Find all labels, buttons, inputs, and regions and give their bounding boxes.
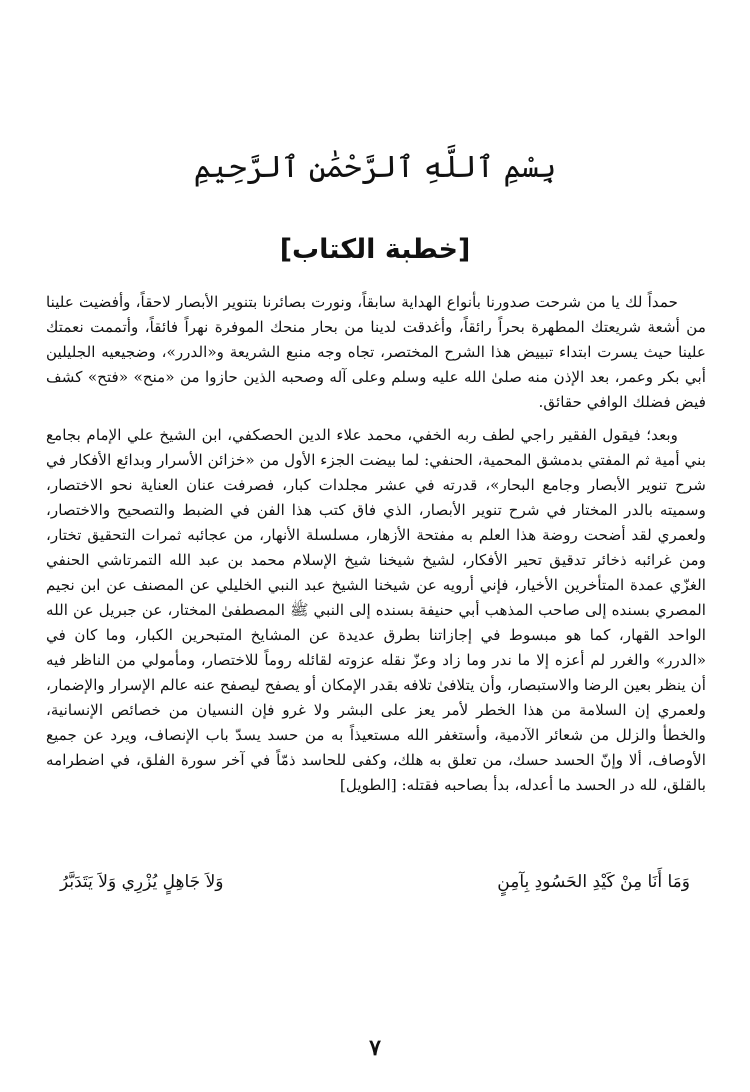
section-heading: [خطبة الكتاب] [279,234,471,265]
poem-verse [60,872,690,892]
page-number: ٧ [369,1035,381,1061]
basmala: بِسْمِ ٱللَّهِ ٱلرَّحْمَٰنِ ٱلرَّحِيمِ [193,150,557,185]
paragraph: حمداً لك يا من شرحت صدورنا بأنواع الهداية سابقاً، ونورت بصائرنا بتنوير الأبصار لاحقاً، وأفضيت علينا من أشعة شريعتك المطهرة بحراً رائقاً، وأغدقت لدينا من بحار منحك الموفرة نهراً فائقاً، وأتممت نعمتك علينا حيث يسرت ابتداء تبييض هذا الشرح المختصر، تجاه وجه منبع الشريعة و«الدرر»، وضجيعيه الجليلين أبي بكر وعمر، بعد الإذن منه صلىٰ الله عليه وسلم وعلى آله وصحبه الذين حازوا من «منح» «فتح» كشف فيض فضلك الوافي حقائق. [46,293,706,411]
paragraph: وبعد؛ فيقول الفقير راجي لطف ربه الخفي، محمد علاء الدين الحصكفي، ابن الشيخ علي الإمام بجامع بني أمية ثم المفتي بدمشق المحمية، الحنفي: لما بيضت الجزء الأول من «خزائن الأسرار وبدائع الأفكار في شرح تنوير الأبصار وجامع البحار»، قدرته في عشر مجلدات كبار، فصرفت عنان العناية نحو الاختصار، وسميته بالدر المختار في شرح تنوير الأبصار، الذي فاق كتب هذا الفن في الضبط والتصحيح والاختصار، ولعمري لقد أضحت روضة هذا العلم به مفتحة الأزهار، مسلسلة الأنهار، من عجائبه ثمرات التحقيق تختار، ومن غرائبه ذخائر تدقيق تحير الأفكار، لشيخ شيخنا شيخ الإسلام محمد بن عبد الله التمرتاشي الحنفي الغزّي عمدة المتأخرين الأخيار، فإني أرويه عن شيخنا الشيخ عبد النبي الخليلي عن المصنف عن ابن نجيم المصري بسنده إلى صاحب المذهب أبي حنيفة بسنده إلى النبي ﷺ المصطفىٰ المختار، عن جبريل عن الله الواحد القهار، كما هو مبسوط في إجازاتنا بطرق عديدة عن المشايخ المتبحرين الكبار، وما كان في «الدرر» والغرر لم أعزه إلا ما ندر وما زاد وعزّ نقله عزوته لقائله روماً للاختصار، ومأمولي من الناظر فيه أن ينظر بعين الرضا والاستبصار، وأن يتلافىٰ تلافه بقدر الإمكان أو يصفح ليصفح عنه عالم الإسرار والإضمار، ولعمري إن السلامة من هذا الخطر لأمر يعز على البشر ولا غرو فإن النسيان من خصائص الإنسانية، والخطأ والزلل من شعائر الآدمية، وأستغفر الله مستعيذاً به من حسد يسدّ باب الإنصاف، ويرد عن جميع الأوصاف، ألا وإنّ الحسد حسك، من تعلق به هلك، وكفى للحاسد ذمّاً في آخر سورة الفلق، في اضطرامه بالقلق، لله در الحسد ما أعدله، بدأ بصاحبه فقتله: [الطويل] [46,426,706,794]
poem-first-hemistich: وَمَا أَنَا مِنْ كَيْدِ الحَسُودِ بِآمِنٍ [497,872,690,892]
body-text [46,290,706,798]
poem-second-hemistich: وَلاَ جَاهِلٍ يُزْرِي وَلاَ يَتَدَبَّرُ [60,872,224,892]
